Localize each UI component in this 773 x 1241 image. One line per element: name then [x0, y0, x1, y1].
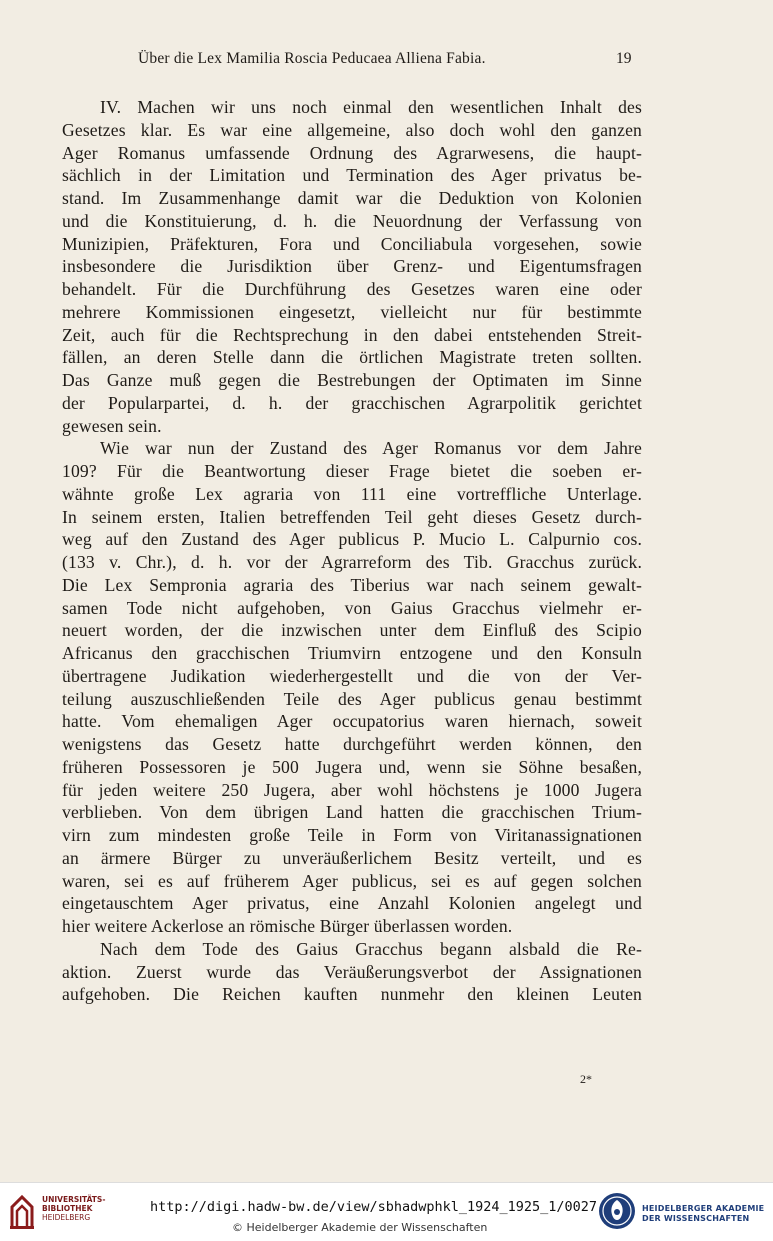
text-line: aktion. Zuerst wurde das Veräußerungsverbot der Assignationen [62, 961, 642, 982]
text-line: Das Ganze muß gegen die Bestrebungen der Optimaten im Sinne [62, 370, 642, 390]
text-line: Nach dem Tode des Gaius Gracchus begann alsbald die Re- [100, 938, 642, 959]
text-line: hatte. Vom ehemaligen Ager occupatorius waren hiernach, soweit [62, 711, 642, 732]
text-line: Africanus den gracchischen Triumvirn entzogene und den Konsuln [62, 643, 642, 663]
text-line: (133 v. Chr.), d. h. vor der Agrarreform des Tib. Gracchus zurück. [62, 552, 642, 572]
academy-name: HEIDELBERGER AKADEMIE DER WISSENSCHAFTEN [642, 1204, 765, 1223]
viewer-footer [0, 1182, 773, 1241]
text-line: gewesen sein. [62, 415, 162, 436]
text-line: verblieben. Von dem übrigen Land hatten die gracchischen Trium- [62, 802, 642, 823]
page-number: 19 [616, 50, 632, 67]
text-line: mehrere Kommissionen eingesetzt, vielleicht nur für bestimmte [62, 301, 642, 322]
text-line: sächlich in der Limitation und Termination des Ager privatus be- [62, 165, 642, 186]
text-line: und die Konstituierung, d. h. die Neuordnung der Verfassung von [62, 210, 642, 231]
text-line: samen Tode nicht aufgehoben, von Gaius Gracchus vielmehr er- [62, 597, 642, 618]
text-line: für jeden weitere 250 Jugera, aber wohl höchstens je 1000 Jugera [62, 779, 642, 800]
running-head [0, 50, 773, 74]
text-line: neuert worden, der die inzwischen unter dem Einfluß des Scipio [62, 620, 642, 641]
body-text [62, 96, 642, 1006]
text-line: fällen, an deren Stelle dann die örtlichen Magistrate treten sollten. [62, 347, 642, 368]
text-line: wenigstens das Gesetz hatte durchgeführt werden können, den [62, 734, 642, 754]
academy-seal-icon [597, 1191, 637, 1231]
text-line: Ager Romanus umfassende Ordnung des Agrarwesens, die haupt- [62, 142, 642, 163]
text-line: 109? Für die Beantwortung dieser Frage bietet die soeben er- [62, 461, 642, 481]
signature-mark: 2* [580, 1072, 592, 1086]
text-line: hier weitere Ackerlose an römische Bürger überlassen worden. [62, 916, 513, 936]
text-line: Munizipien, Präfekturen, Fora und Conciliabula vorgesehen, sowie [62, 233, 642, 254]
text-line: an ärmere Bürger zu unveräußerlichem Besitz verteilt, und es [62, 847, 642, 868]
text-line: Zeit, auch für die Rechtsprechung in den dabei entstehenden Streit- [62, 324, 642, 345]
text-line: Die Lex Sempronia agraria des Tiberius war nach seinem gewalt- [62, 574, 642, 595]
text-line: teilung auszuschließenden Teile des Ager publicus genau bestimmt [62, 688, 642, 709]
text-line: eingetauschtem Ager privatus, eine Anzahl Kolonien angelegt und [62, 893, 642, 914]
text-line: stand. Im Zusammenhange damit war die Deduktion von Kolonien [62, 188, 642, 208]
text-line: In seinem ersten, Italien betreffenden Teil geht dieses Gesetz durch- [62, 506, 642, 527]
permalink-url[interactable]: http://digi.hadw-bw.de/view/sbhadwphkl_1924_1925_1/0027 [150, 1199, 598, 1215]
text-line: virn zum mindesten große Teile in Form von Viritanassignationen [62, 825, 642, 845]
copyright-notice: © Heidelberger Akademie der Wissenschaften [232, 1221, 488, 1234]
running-title: Über die Lex Mamilia Roscia Peducaea Alliena Fabia. [138, 50, 486, 67]
university-library-logo-icon [8, 1193, 36, 1229]
text-line: IV. Machen wir uns noch einmal den wesentlichen Inhalt des [100, 97, 642, 117]
text-line: übertragene Judikation wiederhergestellt und die von der Ver- [62, 665, 642, 686]
text-line: der Popularpartei, d. h. der gracchischen Agrarpolitik gerichtet [62, 392, 642, 413]
text-line: weg auf den Zustand des Ager publicus P. Mucio L. Calpurnio cos. [62, 529, 642, 550]
text-line: insbesondere die Jurisdiktion über Grenz- und Eigentumsfragen [62, 256, 642, 277]
text-line: früheren Possessoren je 500 Jugera und, wenn sie Söhne besaßen, [62, 756, 642, 777]
university-library-name: UNIVERSITÄTS- BIBLIOTHEK HEIDELBERG [42, 1195, 106, 1222]
text-line: Wie war nun der Zustand des Ager Romanus vor dem Jahre [100, 438, 642, 459]
text-line: behandelt. Für die Durchführung des Gesetzes waren eine oder [62, 279, 642, 299]
text-line: wähnte große Lex agraria von 111 eine vortreffliche Unterlage. [62, 483, 642, 504]
text-line: aufgehoben. Die Reichen kauften nunmehr den kleinen Leuten [62, 984, 642, 1005]
text-line: Gesetzes klar. Es war eine allgemeine, also doch wohl den ganzen [62, 119, 642, 140]
text-line: waren, sei es auf früherem Ager publicus, sei es auf gegen solchen [62, 870, 642, 891]
